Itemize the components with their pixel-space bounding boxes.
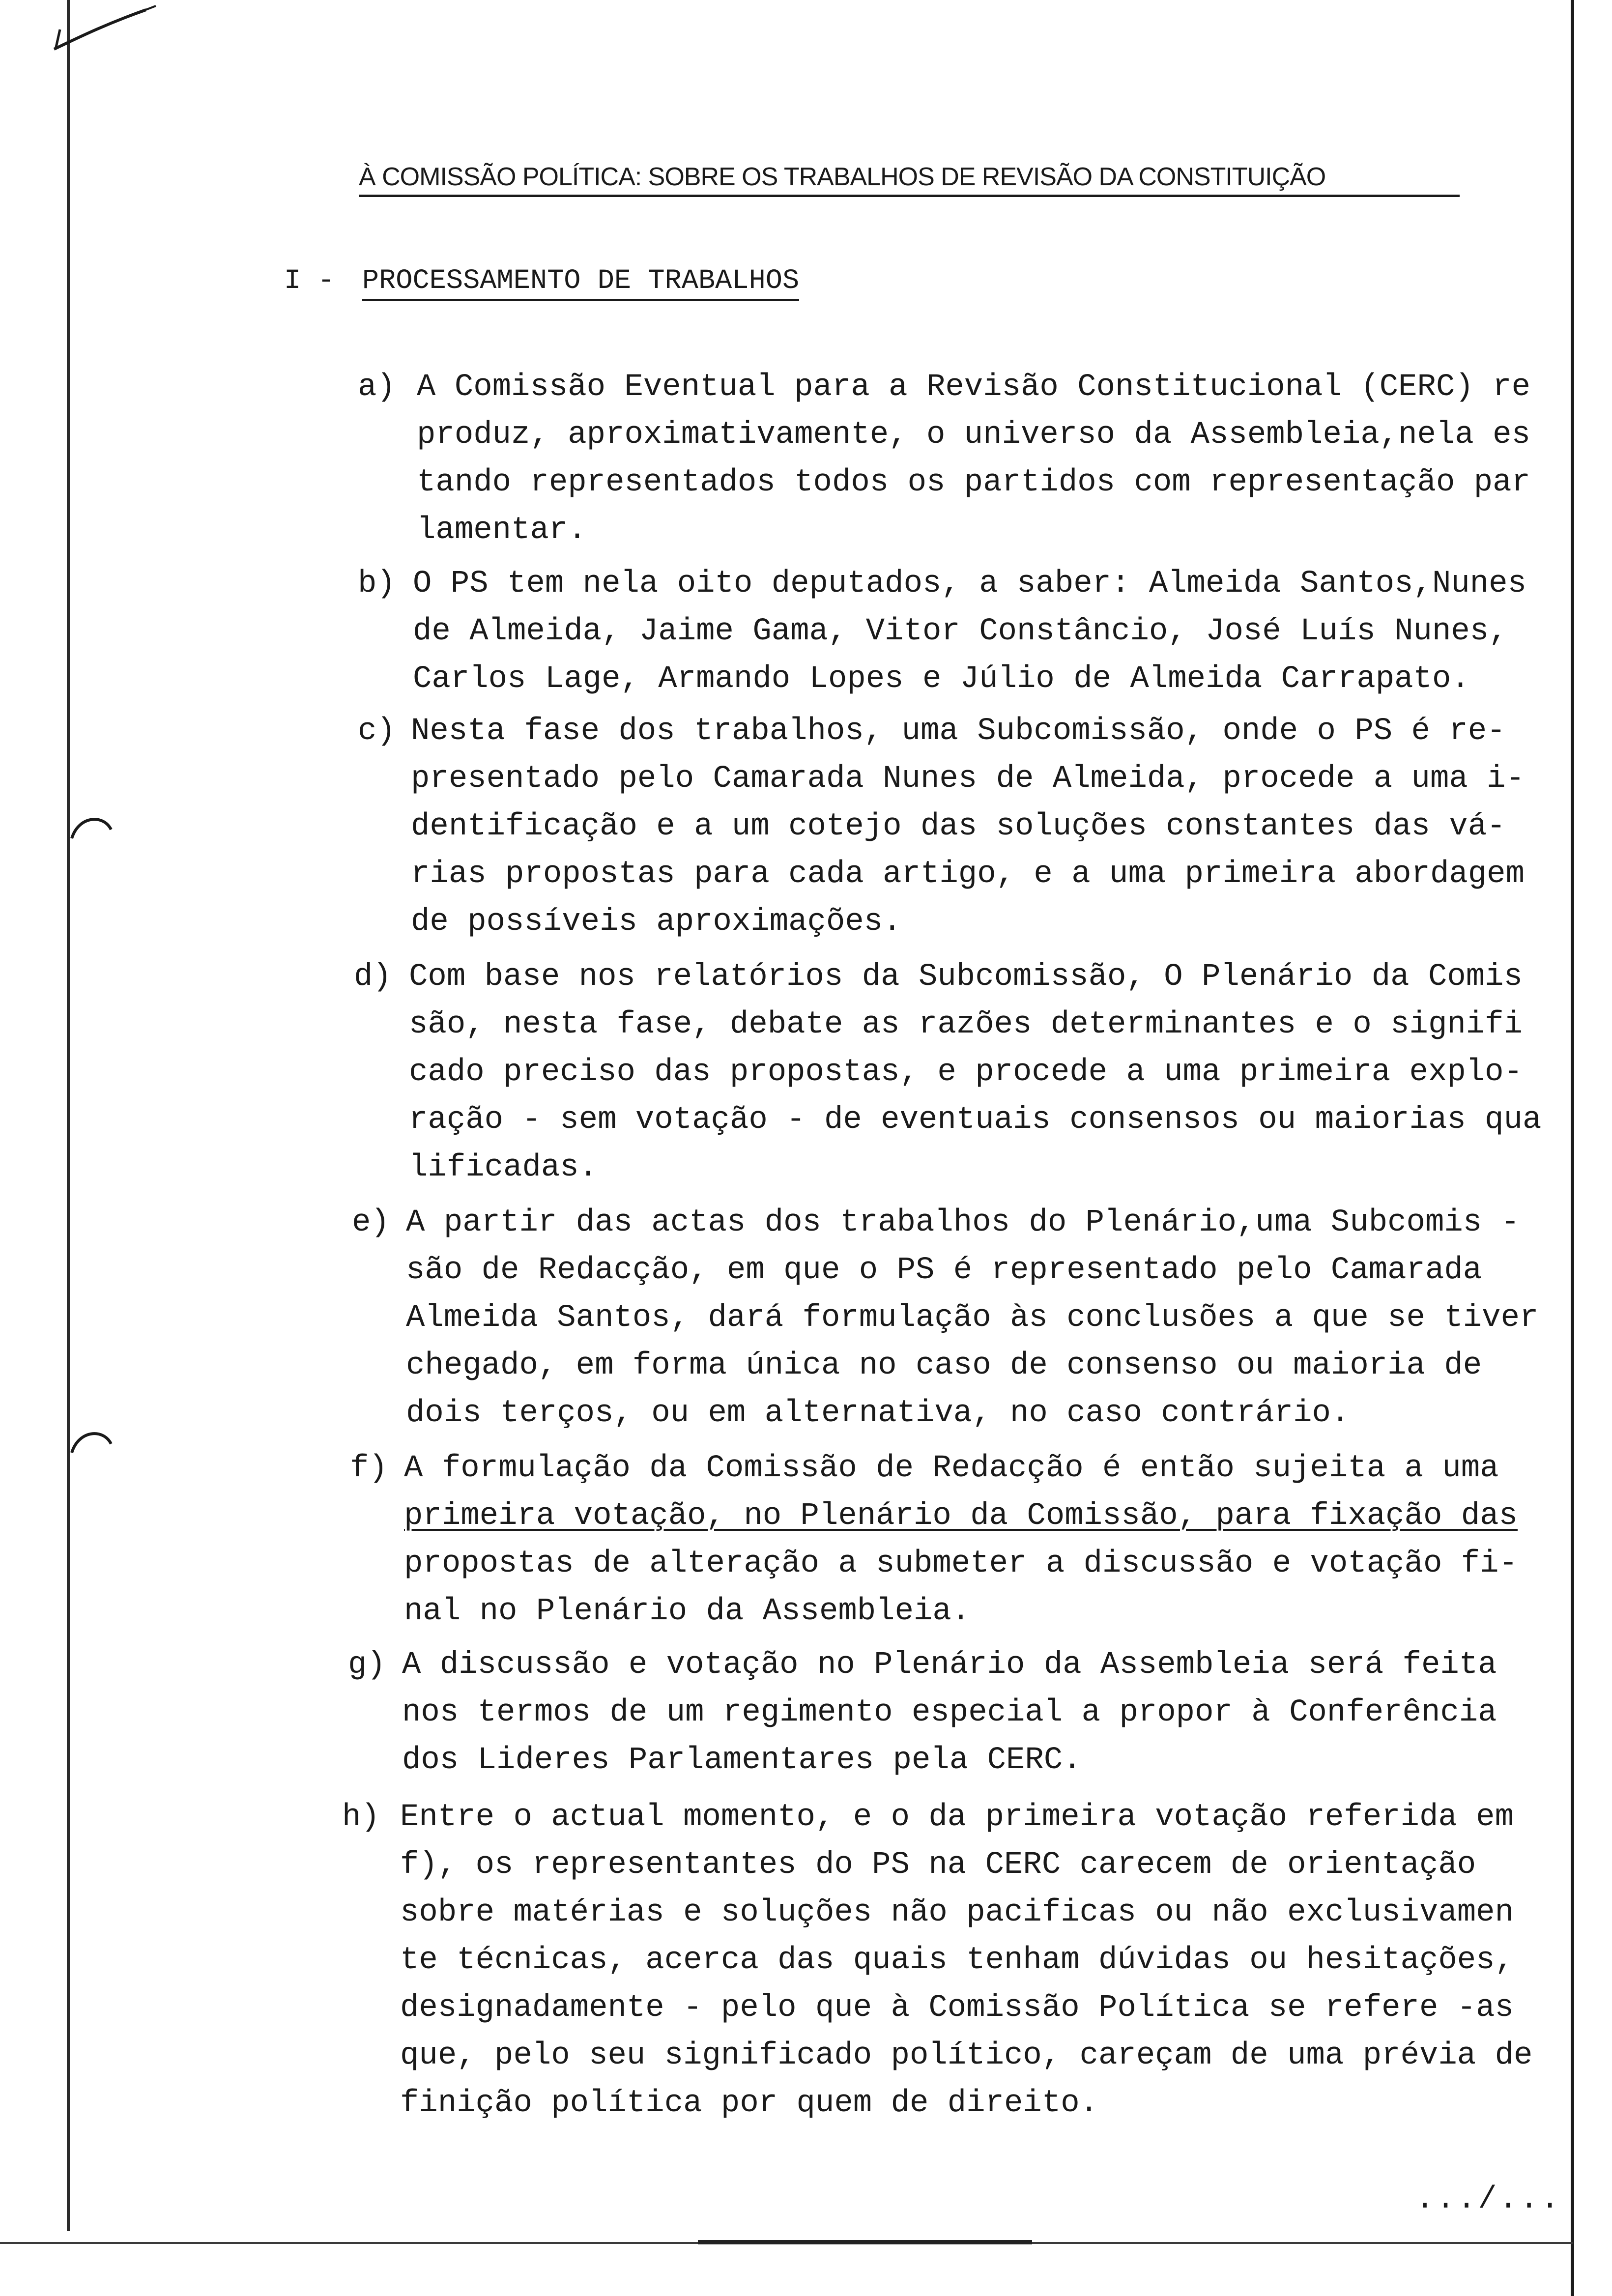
item-line: primeira votação, no Plenário da Comissão, para fixação das	[404, 1498, 1518, 1534]
item-line: ração - sem votação - de eventuais consensos ou maiorias qua	[409, 1102, 1542, 1138]
item-line: f), os representantes do PS na CERC carecem de orientação	[400, 1847, 1476, 1883]
section-number: I -	[284, 265, 335, 297]
item-line: dois terços, ou em alternativa, no caso contrário.	[406, 1396, 1350, 1431]
item-line: tando representados todos os partidos com representação par	[417, 465, 1530, 500]
item-line: finição política por quem de direito.	[400, 2086, 1099, 2121]
item-line: designadamente - pelo que à Comissão Política se refere -as	[400, 1990, 1514, 2026]
item-line: nal no Plenário da Assembleia.	[404, 1594, 971, 1629]
punch-hole-mark-icon	[69, 1425, 113, 1455]
scan-right-border	[1571, 0, 1574, 2296]
document-title: À COMISSÃO POLÍTICA: SOBRE OS TRABALHOS DE REVISÃO DA CONSTITUIÇÃO	[359, 162, 1460, 197]
item-label: f)	[350, 1451, 388, 1486]
item-line: Carlos Lage, Armando Lopes e Júlio de Almeida Carrapato.	[413, 661, 1470, 697]
item-line: são de Redacção, em que o PS é representado pelo Camarada	[406, 1253, 1482, 1288]
item-line: dentificação e a um cotejo das soluções constantes das vá-	[411, 809, 1506, 844]
item-label: a)	[358, 370, 396, 405]
item-line: presentado pelo Camarada Nunes de Almeida, procede a uma i-	[411, 761, 1525, 797]
item-line: Nesta fase dos trabalhos, uma Subcomissão, onde o PS é re-	[411, 714, 1506, 749]
item-label: e)	[352, 1205, 390, 1240]
item-line: A partir das actas dos trabalhos do Plenário,uma Subcomis -	[406, 1205, 1520, 1240]
item-line: de possíveis aproximações.	[411, 904, 902, 940]
item-line: lamentar.	[417, 513, 587, 548]
item-line: O PS tem nela oito deputados, a saber: Almeida Santos,Nunes	[413, 566, 1526, 602]
item-line: Almeida Santos, dará formulação às conclusões a que se tiver	[406, 1300, 1539, 1336]
item-line: cado preciso das propostas, e procede a uma primeira explo-	[409, 1055, 1523, 1090]
item-line: nos termos de um regimento especial a propor à Conferência	[402, 1695, 1497, 1730]
item-line: dos Lideres Parlamentares pela CERC.	[402, 1743, 1082, 1778]
section-heading	[284, 265, 799, 297]
item-label: d)	[354, 959, 392, 995]
scan-left-border	[67, 0, 70, 2231]
item-line: Com base nos relatórios da Subcomissão, O Plenário da Comis	[409, 959, 1523, 995]
item-line: de Almeida, Jaime Gama, Vitor Constâncio, José Luís Nunes,	[413, 614, 1508, 649]
item-line: produz, aproximativamente, o universo da Assembleia,nela es	[417, 417, 1530, 453]
item-line: Entre o actual momento, e o da primeira votação referida em	[400, 1800, 1514, 1835]
pen-mark-icon	[45, 0, 163, 59]
section-title: PROCESSAMENTO DE TRABALHOS	[362, 265, 799, 301]
item-line: que, pelo seu significado político, careçam de uma prévia de	[400, 2038, 1533, 2073]
item-line: te técnicas, acerca das quais tenham dúvidas ou hesitações,	[400, 1943, 1514, 1978]
item-line: rias propostas para cada artigo, e a uma primeira abordagem	[411, 857, 1525, 892]
item-line: propostas de alteração a submeter a discussão e votação fi-	[404, 1546, 1518, 1581]
item-line: A Comissão Eventual para a Revisão Constitucional (CERC) re	[417, 370, 1530, 405]
item-line: chegado, em forma única no caso de consenso ou maioria de	[406, 1348, 1482, 1383]
scan-bottom-mark	[698, 2240, 1032, 2244]
punch-hole-mark-icon	[69, 811, 113, 840]
item-label: c)	[358, 714, 396, 749]
item-line: são, nesta fase, debate as razões determinantes e o signifi	[409, 1007, 1523, 1042]
page-continuation: .../...	[1415, 2182, 1561, 2217]
item-label: b)	[358, 566, 396, 602]
item-label: h)	[342, 1800, 380, 1835]
item-line: sobre matérias e soluções não pacificas ou não exclusivamen	[400, 1895, 1514, 1930]
item-line: A formulação da Comissão de Redacção é então sujeita a uma	[404, 1451, 1499, 1486]
item-line: A discussão e votação no Plenário da Assembleia será feita	[402, 1647, 1497, 1683]
item-line: lificadas.	[409, 1150, 598, 1185]
item-label: g)	[348, 1647, 386, 1683]
